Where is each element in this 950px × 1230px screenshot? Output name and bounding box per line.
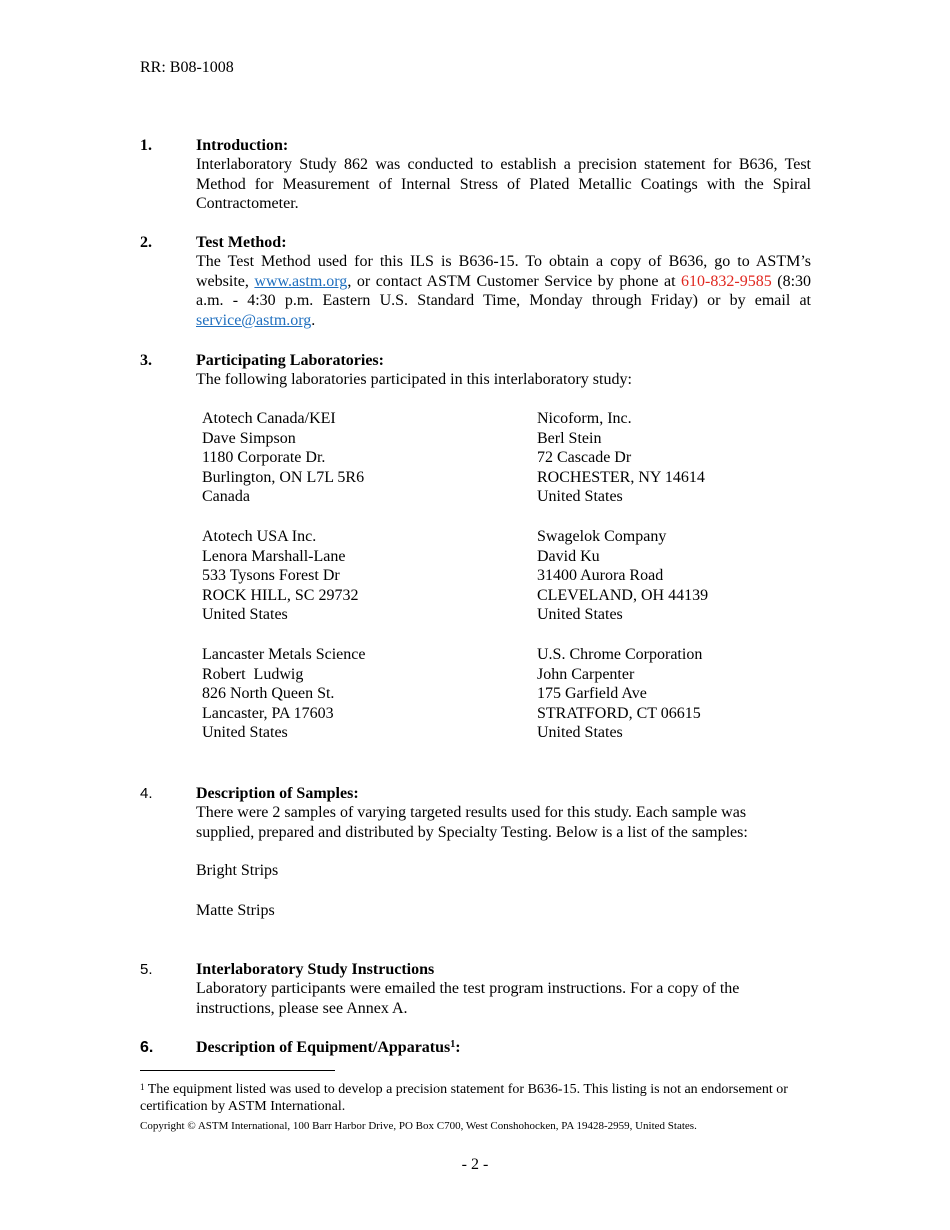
sample-bright-strips: Bright Strips [196,862,279,879]
lab-city: ROCK HILL, SC 29732 [202,586,359,604]
customer-service-phone: 610-832-9585 [681,272,772,290]
lab-name: Atotech Canada/KEI [202,410,336,427]
footnote-divider [140,1070,335,1071]
lab-country: Canada [202,488,250,506]
footnote-text: The equipment listed was used to develop a precision statement for B636-15. This listing is not an endorsement or certification by ASTM International. [140,1082,788,1114]
lab-contact: John Carpenter [537,665,635,683]
sample-matte-strips: Matte Strips [196,902,275,919]
lab-street: 826 North Queen St. [202,685,335,703]
section-4-text: There were 2 samples of varying targeted results used for this study. Each sample was supplied, prepared and distributed by Specialty Testing. Below is a list of the samples: [196,804,748,841]
section-3-title: Participating Laboratories: [196,352,384,369]
section-2-number: 2. [140,234,152,251]
lab-country: United States [202,724,288,742]
lab-city: Lancaster, PA 17603 [202,704,334,722]
section-6-title-colon: : [455,1039,461,1056]
lab-contact: Lenora Marshall-Lane [202,547,346,565]
lab-name: Atotech USA Inc. [202,528,317,545]
footnote-reference: 1 [450,1039,456,1050]
lab-country: United States [537,488,623,506]
section-6-number: 6. [140,1039,154,1056]
section-6-title-text: Description of Equipment/Apparatus [196,1039,451,1056]
lab-contact: David Ku [537,547,600,565]
section-5-number: 5. [140,961,153,978]
lab-street: 31400 Aurora Road [537,567,664,585]
section-2-text [196,252,811,330]
lab-entry [537,527,857,625]
section-2-text-a: The Test Method used for this ILS is B636-15. To obtain a copy of B636, go to ASTM’s website, [196,253,811,290]
section-4-title: Description of Samples: [196,785,359,802]
astm-website-link[interactable]: www.astm.org [254,272,348,290]
section-1-text: Interlaboratory Study 862 was conducted to establish a precision statement for B636, Test Method for Measurement of Internal Stress of Plated Metallic Coatings with the Spiral Contractometer. [196,156,811,213]
lab-city: CLEVELAND, OH 44139 [537,586,709,604]
lab-street: 175 Garfield Ave [537,685,647,703]
lab-contact: Robert Ludwig [202,665,304,683]
section-3-text: The following laboratories participated in this interlaboratory study: [196,371,632,388]
section-2-text-b: , or contact ASTM Customer Service by phone at [347,272,682,290]
lab-contact: Dave Simpson [202,429,296,447]
lab-street: 72 Cascade Dr [537,449,632,467]
lab-entry [202,645,522,743]
lab-entry [202,409,522,507]
lab-entry [537,645,857,743]
lab-city: STRATFORD, CT 06615 [537,704,701,722]
lab-country: United States [537,724,623,742]
lab-city: ROCHESTER, NY 14614 [537,468,705,486]
lab-entry [202,527,522,625]
section-1-title: Introduction: [196,137,289,154]
footnote-mark: 1 [140,1082,145,1092]
section-2-title: Test Method: [196,234,287,251]
section-3-number: 3. [140,352,152,369]
lab-name: Nicoform, Inc. [537,410,632,427]
report-reference: RR: B08-1008 [140,59,234,76]
lab-country: United States [202,606,288,624]
lab-street: 1180 Corporate Dr. [202,449,326,467]
footnote [140,1081,820,1115]
section-5-text: Laboratory participants were emailed the test program instructions. For a copy of the instructions, please see Annex A. [196,980,740,1017]
lab-contact: Berl Stein [537,429,602,447]
lab-street: 533 Tysons Forest Dr [202,567,340,585]
lab-entry [537,409,857,507]
section-2-text-c: (8:30 a.m. - 4:30 p.m. Eastern U.S. Standard Time, Monday through Friday) or by email at [196,272,812,310]
section-1-number: 1. [140,137,152,154]
page-number: - 2 - [461,1156,489,1173]
section-6-title [196,1038,461,1058]
section-4-number: 4. [140,785,153,802]
section-2-text-d: . [311,311,316,329]
copyright-notice: Copyright © ASTM International, 100 Barr Harbor Drive, PO Box C700, West Conshohocken, PA 19428-2959, United States. [140,1120,697,1132]
lab-city: Burlington, ON L7L 5R6 [202,468,365,486]
service-email-link[interactable]: service@astm.org [196,311,312,329]
lab-name: Lancaster Metals Science [202,646,366,663]
lab-name: Swagelok Company [537,528,667,545]
section-5-title: Interlaboratory Study Instructions [196,961,435,978]
lab-country: United States [537,606,623,624]
lab-name: U.S. Chrome Corporation [537,646,703,663]
